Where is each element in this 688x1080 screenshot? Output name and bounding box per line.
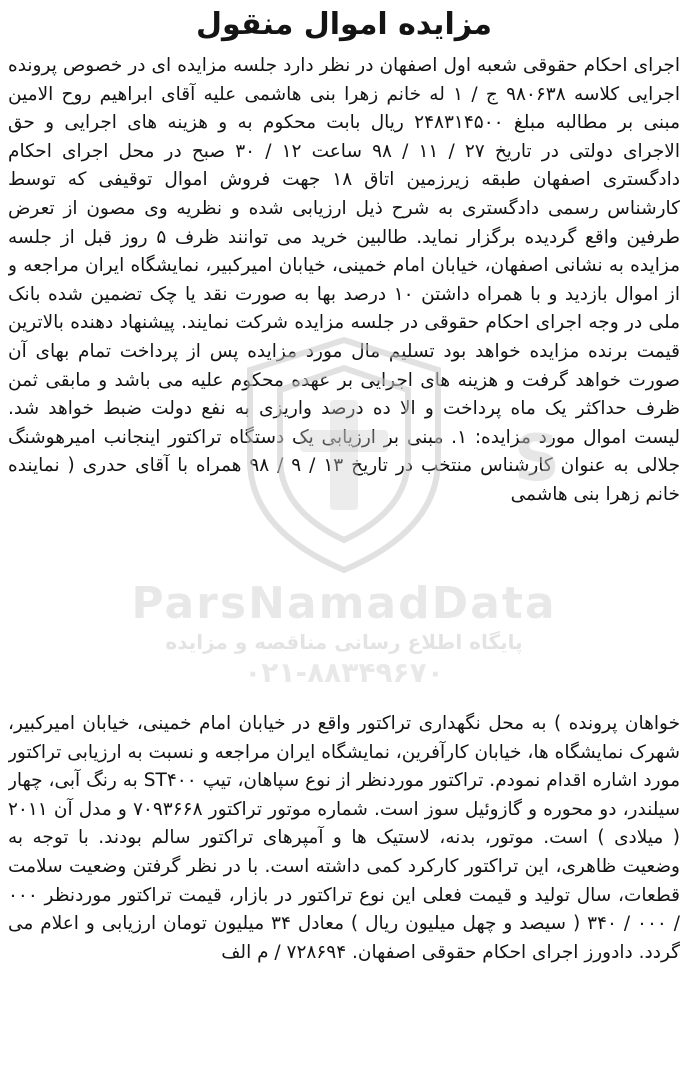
page-title: مزایده اموال منقول (196, 7, 492, 42)
appraisal-paragraph: خواهان پرونده ) به محل نگهداری تراکتور واقع در خیابان امام خمینی، خیابان امیرکبیر، شهرک نمایشگاه ها، خیابان کارآفرین، نمایشگاه ایران مراجعه و نسبت به ارزیابی تراکتور مورد اشاره اقدام نمودم. تراکتور موردنظر از نوع سپاهان، تیپ ST۴۰۰ به رنگ آبی، چهار سیلندر، دو محوره و گازوئیل سوز است. شماره موتور تراکتور ۷۰۹۳۶۶۸ و مدل آن ۲۰۱۱ ( میلادی ) است. موتور، بدنه، لاستیک ها و آمپرهای تراکتور سالم بودند. با توجه به وضعیت ظاهری، این تراکتور کارکرد کمی داشته است. با در نظر گرفتن وضعیت سلامت قطعات، سال تولید و قیمت فعلی این نوع تراکتور در بازار، قیمت تراکتور موردنظر ۰۰۰ / ۰۰۰ / ۳۴۰ ( سیصد و چهل میلیون ریال ) معادل ۳۴ میلیون تومان ارزیابی و اعلام می گردد. دادورز اجرای احکام حقوقی اصفهان. ۷۲۸۶۹۴ / م الف (8, 713, 680, 963)
watermark-phone: ۰۲۱-۸۸۳۴۹۶۷۰ (244, 656, 444, 689)
watermark-brand: ParsNamadData (131, 578, 557, 629)
auction-notice-paragraph: اجرای احکام حقوقی شعبه اول اصفهان در نظر دارد جلسه مزایده ای در خصوص پرونده اجرایی کلاسه ۹۸۰۶۳۸ ج / ۱ له خانم زهرا بنی هاشمی علیه آقای ابراهیم روح الامین مبنی بر مطالبه مبلغ ۲۴۸۳۱۴۵۰۰ ریال بابت محکوم به و هزینه های اجرایی و حق الاجرای دولتی در تاریخ ۲۷ / ۱۱ / ۹۸ ساعت ۱۲ / ۳۰ صبح در محل اجرای احکام دادگستری اصفهان طبقه زیرزمین اتاق ۱۸ جهت فروش اموال توقیفی که توسط کارشناس رسمی دادگستری به شرح ذیل ارزیابی شده و نظریه وی مصون از تعرض طرفین واقع گردیده برگزار نماید. طالبین خرید می توانند ظرف ۵ روز قبل از جلسه مزایده به نشانی اصفهان، خیابان امام خمینی، خیابان امیرکبیر، نمایشگاه ایران مراجعه و از اموال بازدید و با همراه داشتن ۱۰ درصد بها به صورت نقد یا چک تضمین شده بانک ملی در وجه اجرای احکام حقوقی در جلسه مزایده شرکت نمایند. پیشنهاد دهنده بالاترین قیمت برنده مزایده خواهد بود تسلیم مال مورد مزایده پس از پرداخت تمام بهای آن صورت خواهد گرفت و هزینه های اجرایی بر عهده محکوم علیه می باشد و مابقی ثمن ظرف حداکثر یک ماه پرداخت و الا ده درصد واریزی به نفع دولت ضبط خواهد شد. لیست اموال مورد مزایده: ۱. مبنی بر ارزیابی یک دستگاه تراکتور اینجانب امیرهوشنگ جلالی به عنوان کارشناس منتخب در تاریخ ۱۳ / ۹ / ۹۸ همراه با آقای حدری ( نماینده خانم زهرا بنی هاشمی (8, 55, 680, 505)
svg-text:S: S (513, 422, 560, 496)
watermark-caption: پایگاه اطلاع رسانی مناقصه و مزایده (165, 630, 523, 654)
column-gap (8, 658, 680, 710)
